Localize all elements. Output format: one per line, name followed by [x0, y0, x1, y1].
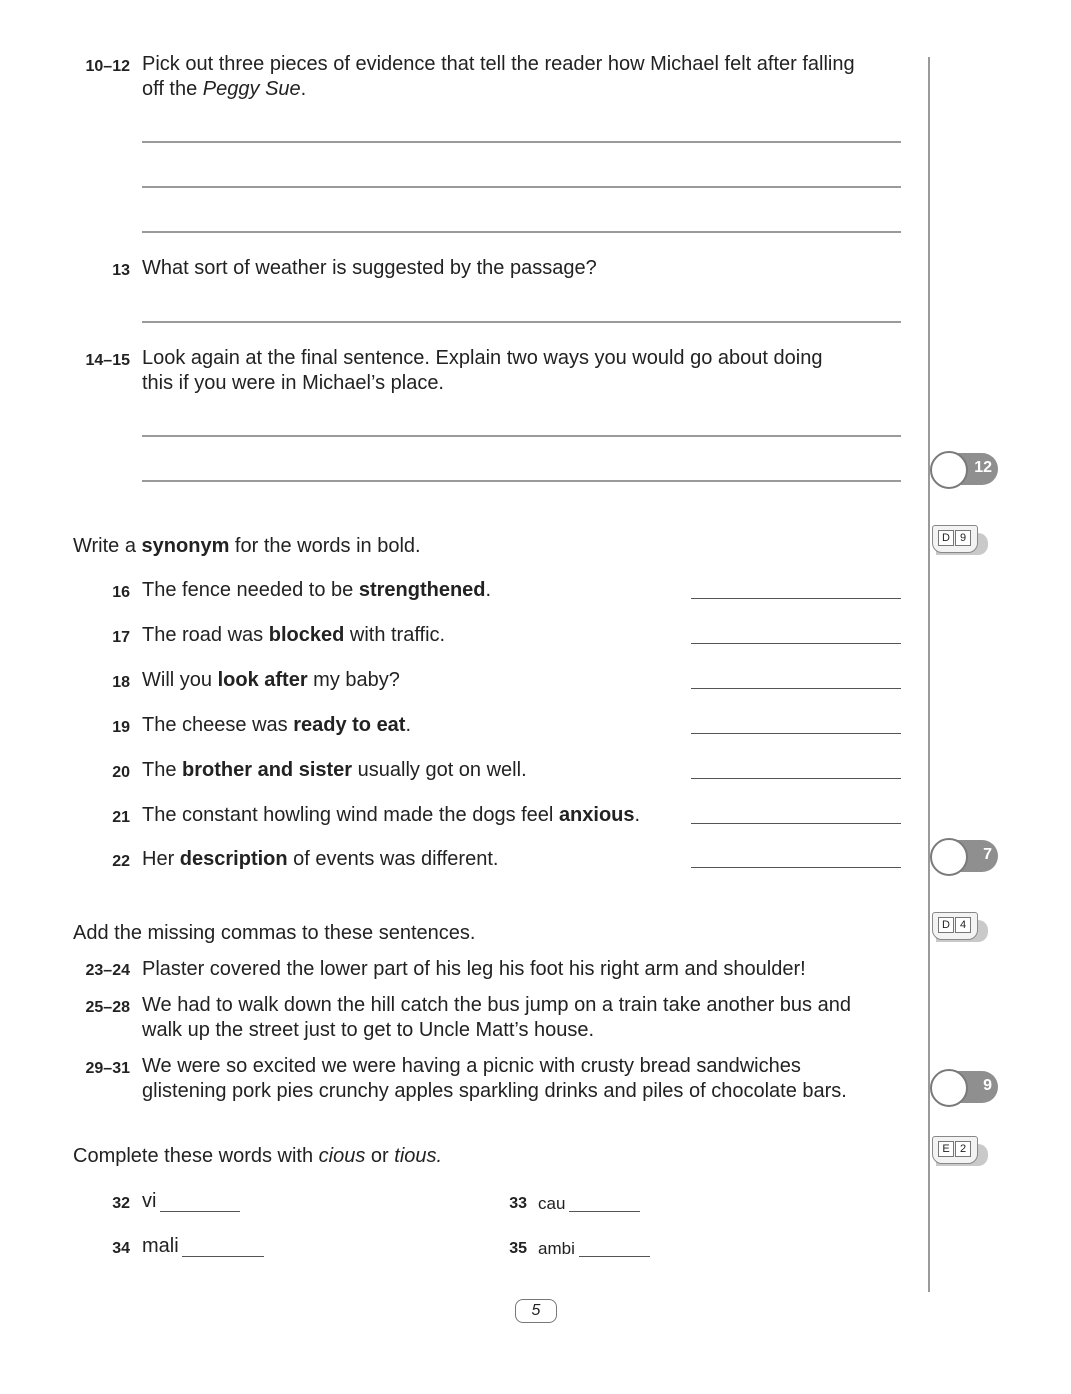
sentence-part: my baby?: [307, 669, 400, 691]
question-number: 13: [112, 262, 130, 279]
answer-blank[interactable]: [569, 1211, 640, 1212]
sentence-part: of events was different.: [287, 848, 499, 870]
score-entry-circle[interactable]: [930, 451, 968, 489]
book-reference-icon: [932, 912, 990, 946]
answer-blank[interactable]: [182, 1256, 264, 1257]
section-heading-suffixes: [73, 1144, 442, 1169]
synonym-sentence: [142, 758, 527, 783]
answer-line[interactable]: [691, 823, 901, 824]
score-box[interactable]: [930, 1069, 998, 1105]
sentence-line: Plaster covered the lower part of his leg his foot his right arm and shoulder!: [142, 958, 806, 980]
answer-line[interactable]: [142, 186, 901, 188]
answer-line[interactable]: [142, 321, 901, 323]
book-reference-icon: [932, 525, 990, 559]
synonym-sentence: [142, 623, 445, 648]
question-number: 35: [509, 1240, 527, 1257]
answer-line[interactable]: [691, 867, 901, 868]
bold-word: ready to eat: [293, 714, 406, 736]
heading-bold: synonym: [141, 535, 230, 557]
sentence-part: The road was: [142, 624, 269, 646]
heading-part: or: [365, 1145, 395, 1167]
section-heading-synonyms: [73, 534, 421, 559]
heading-part: Complete these words with: [73, 1145, 319, 1167]
word-stem: ambi: [538, 1239, 575, 1258]
score-entry-circle[interactable]: [930, 838, 968, 876]
ref-number: 2: [955, 1141, 971, 1157]
question-number: 14–15: [85, 352, 130, 369]
question-text: What sort of weather is suggested by the passage?: [142, 257, 597, 279]
answer-line[interactable]: [142, 231, 901, 233]
bold-word: strengthened: [358, 579, 486, 601]
sentence-part: Her: [142, 848, 180, 870]
sentence-part: .: [634, 804, 641, 826]
question-number: 21: [112, 809, 130, 826]
comma-sentence[interactable]: [142, 957, 806, 982]
page-number: 5: [515, 1299, 557, 1323]
question-number: 25–28: [85, 999, 130, 1016]
score-box[interactable]: [930, 838, 998, 874]
synonym-sentence: [142, 803, 640, 828]
question-number: 34: [112, 1240, 130, 1257]
sentence-line: We had to walk down the hill catch the bus jump on a train take another bus and: [142, 994, 851, 1016]
answer-line[interactable]: [142, 480, 901, 482]
sentence-part: The constant howling wind made the dogs feel: [142, 804, 559, 826]
synonym-sentence: [142, 847, 498, 872]
bold-word: look after: [217, 669, 308, 691]
synonym-sentence: [142, 713, 411, 738]
question-number: 10–12: [85, 58, 130, 75]
answer-line[interactable]: [691, 598, 901, 599]
question-line-part: .: [300, 78, 307, 100]
question-number: 18: [112, 674, 130, 691]
question-text: [142, 52, 855, 102]
question-line-part: off the: [142, 78, 203, 100]
section-heading-commas: Add the missing commas to these sentences.: [73, 922, 476, 944]
score-max: 7: [983, 846, 992, 863]
bold-word: anxious: [558, 804, 635, 826]
question-number: 29–31: [85, 1060, 130, 1077]
question-number: 17: [112, 629, 130, 646]
question-number: 33: [509, 1195, 527, 1212]
question-number: 19: [112, 719, 130, 736]
score-max: 12: [974, 459, 992, 476]
book-title: Peggy Sue: [202, 78, 301, 100]
score-max: 9: [983, 1077, 992, 1094]
question-number: 16: [112, 584, 130, 601]
answer-blank[interactable]: [579, 1256, 650, 1257]
word-stem: vi: [142, 1190, 157, 1212]
score-entry-circle[interactable]: [930, 1069, 968, 1107]
answer-line[interactable]: [142, 435, 901, 437]
answer-line[interactable]: [691, 778, 901, 779]
bold-word: brother and sister: [182, 759, 353, 781]
answer-line[interactable]: [691, 643, 901, 644]
bold-word: description: [179, 848, 288, 870]
question-number: 22: [112, 853, 130, 870]
sentence-part: .: [405, 714, 412, 736]
synonym-sentence: [142, 578, 491, 603]
question-line: this if you were in Michael’s place.: [142, 372, 444, 394]
heading-part: for the words in bold.: [229, 535, 421, 557]
ref-number: 9: [955, 530, 971, 546]
sentence-line: glistening pork pies crunchy apples sparkling drinks and piles of chocolate bars.: [142, 1080, 847, 1102]
heading-italic: cious: [318, 1145, 366, 1167]
margin-divider: [928, 57, 930, 1292]
sentence-part: .: [485, 579, 492, 601]
question-number: 23–24: [85, 962, 130, 979]
ref-letter: E: [938, 1141, 954, 1157]
score-box[interactable]: [930, 451, 998, 487]
ref-number: 4: [955, 917, 971, 933]
ref-letter: D: [938, 917, 954, 933]
book-reference-icon: [932, 1136, 990, 1170]
book-icon: [932, 1136, 978, 1164]
synonym-sentence: [142, 668, 400, 693]
sentence-part: Will you: [142, 669, 218, 691]
book-icon: [932, 912, 978, 940]
ref-letter: D: [938, 530, 954, 546]
question-line: Pick out three pieces of evidence that tell the reader how Michael felt after falling: [142, 53, 855, 75]
answer-line[interactable]: [691, 733, 901, 734]
answer-blank[interactable]: [160, 1211, 240, 1212]
question-line: Look again at the final sentence. Explain two ways you would go about doing: [142, 347, 823, 369]
book-icon: [932, 525, 978, 553]
heading-part: Write a: [73, 535, 142, 557]
word-stem: mali: [142, 1235, 179, 1257]
answer-line[interactable]: [142, 141, 901, 143]
sentence-part: usually got on well.: [352, 759, 527, 781]
sentence-line: walk up the street just to get to Uncle Matt’s house.: [142, 1019, 595, 1041]
question-number: 32: [112, 1195, 130, 1212]
sentence-part: The: [142, 759, 183, 781]
bold-word: blocked: [268, 624, 345, 646]
sentence-part: with traffic.: [344, 624, 446, 646]
comma-sentence[interactable]: [142, 1054, 847, 1104]
heading-italic: tious.: [394, 1145, 443, 1167]
question-number: 20: [112, 764, 130, 781]
word-stem: cau: [538, 1194, 566, 1213]
question-text: [142, 346, 822, 396]
sentence-part: The fence needed to be: [142, 579, 359, 601]
answer-line[interactable]: [691, 688, 901, 689]
sentence-line: We were so excited we were having a picnic with crusty bread sandwiches: [142, 1055, 801, 1077]
comma-sentence[interactable]: [142, 993, 851, 1043]
sentence-part: The cheese was: [142, 714, 294, 736]
